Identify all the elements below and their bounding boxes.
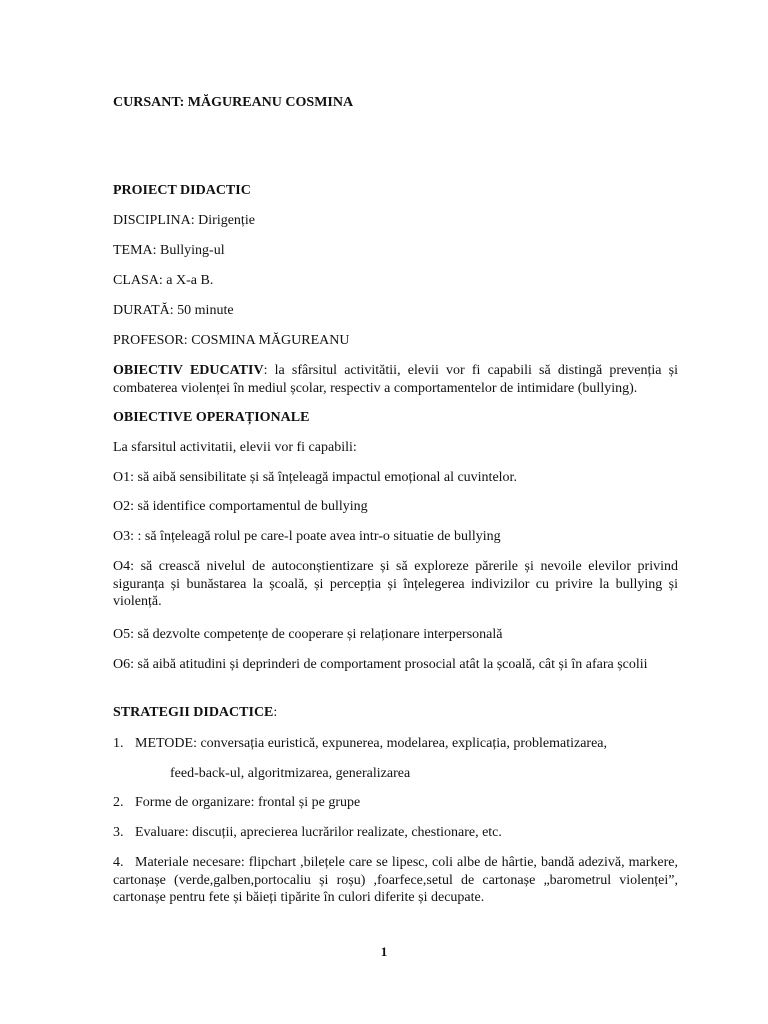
tema-line: TEMA: Bullying-ul [113,243,225,258]
objective-o5: O5: să dezvolte competențe de cooperare și relaționare interpersonală [113,627,503,642]
strategie-item-1 [113,735,607,752]
strategie-number-1: 1. [113,736,124,751]
durata-line: DURATĂ: 50 minute [113,303,234,318]
strategie-item-3 [113,824,502,841]
strategie-text-2: Forme de organizare: frontal și pe grupe [135,795,361,810]
strategie-text-4: Materiale necesare: flipchart ,bilețele care se lipesc, coli albe de hârtie, bandă adezivă, markere, cartonașe (verde,galben,portocaliu și roșu) ,foarfece,setul de cartonașe „barometrul violenței”, cartonașe pentru fete și băieți tipărite în culori diferite și decupate. [113,855,678,905]
strategie-text-3: Evaluare: discuții, aprecierea lucrărilor realizate, chestionare, etc. [135,825,502,840]
page-number: 1 [380,944,388,959]
obiectiv-educativ-paragraph [113,362,678,397]
strategie-number-4: 4. [113,855,124,870]
profesor-line: PROFESOR: COSMINA MĂGUREANU [113,333,350,348]
strategie-text-1: METODE: conversația euristică, expunerea, modelarea, explicația, problematizarea, [135,736,608,751]
clasa-line: CLASA: a X-a B. [113,273,214,288]
strategie-item-4 [113,854,678,907]
document-title: PROIECT DIDACTIC [113,183,251,198]
obiectiv-educativ-text: : la sfârsitul activitătii, elevii vor fi capabili să distingă prevenția și combaterea violenței în mediul școlar, respectiv a comportamentelor de intimidare (bullying). [113,363,678,396]
strategie-item-1-continued: feed-back-ul, algoritmizarea, generalizarea [170,766,411,781]
disciplina-line: DISCIPLINA: Dirigenție [113,213,255,228]
objective-o1: O1: să aibă sensibilitate și să înțeleagă impactul emoțional al cuvintelor. [113,470,517,485]
strategii-heading-colon: : [273,705,278,720]
obiective-operationale-heading: OBIECTIVE OPERAȚIONALE [113,410,310,425]
objective-o4: O4: să crească nivelul de autoconștientizare și să exploreze părerile și nevoile elevilor privind siguranța și bunăstarea la școală, și percepția și înțelegerea indivizilor cu privire la bullying și violență. [113,559,678,609]
objective-o3: O3: : să înțeleagă rolul pe care-l poate avea intr-o situatie de bullying [113,529,501,544]
strategii-heading [113,704,277,721]
obiectiv-educativ-label: OBIECTIV EDUCATIV [113,363,264,378]
strategii-heading-label: STRATEGII DIDACTICE [113,705,274,720]
cursant-line: CURSANT: MĂGUREANU COSMINA [113,95,354,110]
strategie-number-2: 2. [113,795,124,810]
strategie-number-3: 3. [113,825,124,840]
objective-o2: O2: să identifice comportamentul de bullying [113,499,368,514]
objective-o6: O6: să aibă atitudini și deprinderi de comportament prosocial atât la școală, cât și în afara școlii [113,657,648,672]
obiective-intro: La sfarsitul activitatii, elevii vor fi capabili: [113,440,357,455]
strategie-item-2 [113,794,360,811]
